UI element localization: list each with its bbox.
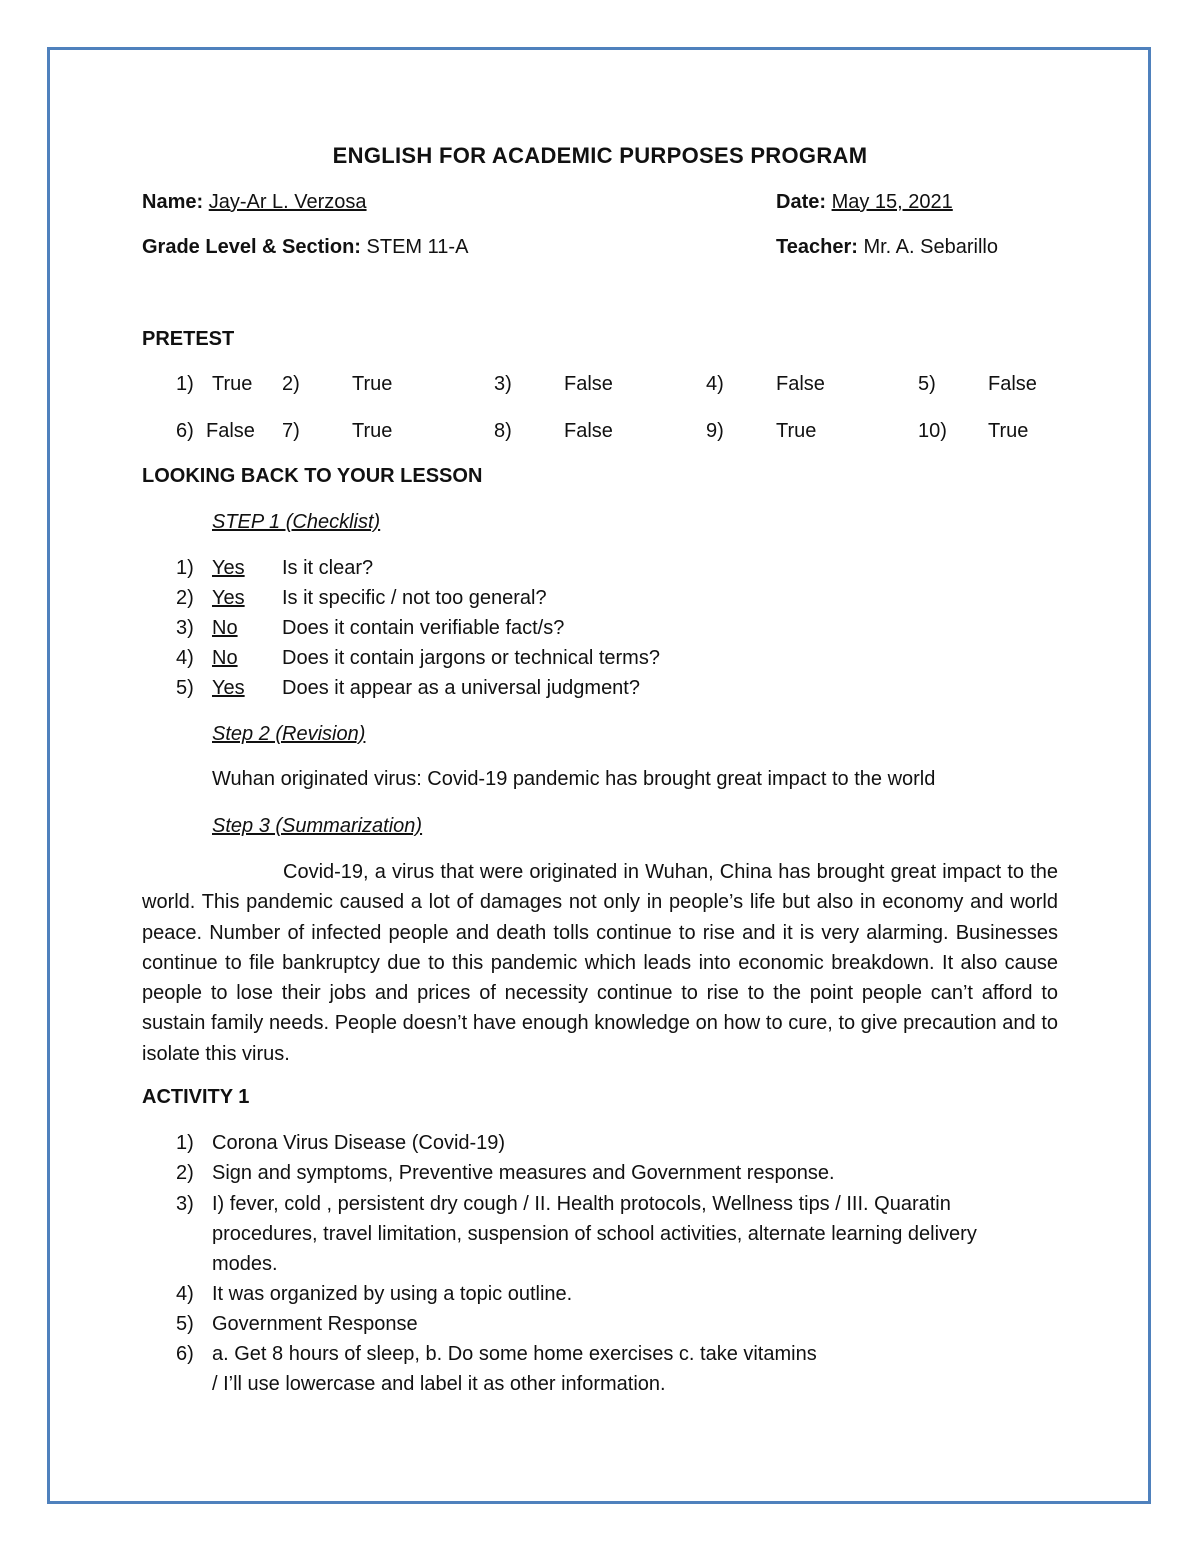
pretest-num: 7) xyxy=(282,420,300,442)
activity-heading: ACTIVITY 1 xyxy=(142,1086,250,1108)
checklist-item xyxy=(0,646,1200,676)
checklist-item xyxy=(0,586,1200,616)
activity-text: I) fever, cold , persistent dry cough / II. Health protocols, Wellness tips / III. Quaratin xyxy=(212,1193,951,1215)
pretest-num: 10) xyxy=(918,420,947,442)
pretest-num: 5) xyxy=(918,373,936,395)
pretest-answer: True xyxy=(352,373,393,395)
activity-item xyxy=(0,1131,1200,1161)
activity-text: Sign and symptoms, Preventive measures and Government response. xyxy=(212,1162,835,1184)
date-line xyxy=(776,190,953,214)
activity-num: 4) xyxy=(176,1283,194,1305)
activity-num: 6) xyxy=(176,1343,194,1365)
pretest-num: 8) xyxy=(494,420,512,442)
lesson-heading: LOOKING BACK TO YOUR LESSON xyxy=(142,465,483,487)
activity-item xyxy=(0,1161,1200,1191)
activity-item xyxy=(0,1192,1200,1222)
activity-num: 3) xyxy=(176,1193,194,1215)
teacher-label: Teacher: xyxy=(776,236,858,258)
pretest-answer: True xyxy=(988,420,1029,442)
checklist-question: Does it appear as a universal judgment? xyxy=(282,677,640,699)
step2-title: Step 2 (Revision) xyxy=(212,723,366,745)
pretest-answer: True xyxy=(212,373,253,395)
grade-line xyxy=(142,235,468,259)
checklist-answer: No xyxy=(212,617,238,639)
pretest-row-2 xyxy=(0,419,1200,449)
name-label: Name: xyxy=(142,191,204,213)
checklist-answer: Yes xyxy=(212,587,245,609)
pretest-num: 2) xyxy=(282,373,300,395)
checklist-item xyxy=(0,676,1200,706)
activity-item-continued xyxy=(0,1372,1200,1402)
name-value: Jay-Ar L. Verzosa xyxy=(208,191,367,213)
pretest-num: 4) xyxy=(706,373,724,395)
pretest-answer: True xyxy=(776,420,817,442)
checklist-answer: Yes xyxy=(212,677,245,699)
pretest-answer: False xyxy=(776,373,825,395)
checklist-answer: No xyxy=(212,647,238,669)
grade-label: Grade Level & Section: xyxy=(142,236,361,258)
checklist-num: 5) xyxy=(176,677,194,699)
activity-text: a. Get 8 hours of sleep, b. Do some home exercises c. take vitamins xyxy=(212,1343,817,1365)
document-title: ENGLISH FOR ACADEMIC PURPOSES PROGRAM xyxy=(332,143,868,168)
teacher-value: Mr. A. Sebarillo xyxy=(863,236,998,258)
checklist-answer: Yes xyxy=(212,557,245,579)
step3-title: Step 3 (Summarization) xyxy=(212,815,423,837)
checklist-num: 2) xyxy=(176,587,194,609)
date-label: Date: xyxy=(776,191,827,213)
step2-text: Wuhan originated virus: Covid-19 pandemic has brought great impact to the world xyxy=(212,768,936,790)
activity-num: 2) xyxy=(176,1162,194,1184)
grade-value: STEM 11-A xyxy=(366,236,469,258)
activity-item xyxy=(0,1312,1200,1342)
checklist-question: Is it specific / not too general? xyxy=(282,587,547,609)
activity-num: 5) xyxy=(176,1313,194,1335)
pretest-num: 3) xyxy=(494,373,512,395)
step3-paragraph: Covid-19, a virus that were originated in Wuhan, China has brought great impact to the world. This pandemic caused a lot of damages not only in people’s life but also in economy and world peace. Number of infected people and death tolls continue to rise and it is very alarming. Businesses continue to file bankruptcy due to this pandemic which leads into economic breakdown. It also cause people to lose their jobs and prices of necessity continue to rise to the point people can’t afford to sustain family needs. People doesn’t have enough knowledge on how to cure, to give precaution and to isolate this virus. xyxy=(142,861,1058,1065)
pretest-answer: True xyxy=(352,420,393,442)
activity-num: 1) xyxy=(176,1132,194,1154)
activity-text: Corona Virus Disease (Covid-19) xyxy=(212,1132,506,1154)
pretest-heading: PRETEST xyxy=(142,328,235,350)
checklist-num: 3) xyxy=(176,617,194,639)
pretest-num: 6) xyxy=(176,420,194,442)
pretest-num: 1) xyxy=(176,373,194,395)
activity-text: Government Response xyxy=(212,1313,418,1335)
pretest-answer: False xyxy=(988,373,1037,395)
activity-item xyxy=(0,1342,1200,1372)
checklist-question: Does it contain jargons or technical terms? xyxy=(282,647,660,669)
checklist-num: 4) xyxy=(176,647,194,669)
activity-text: procedures, travel limitation, suspension of school activities, alternate learning delivery xyxy=(212,1223,977,1245)
activity-text: / I’ll use lowercase and label it as other information. xyxy=(212,1373,666,1395)
activity-item-continued xyxy=(0,1222,1200,1252)
date-value: May 15, 2021 xyxy=(831,191,953,213)
pretest-answer: False xyxy=(206,420,255,442)
checklist-item xyxy=(0,616,1200,646)
pretest-answer: False xyxy=(564,373,613,395)
checklist-question: Is it clear? xyxy=(282,557,374,579)
checklist-question: Does it contain verifiable fact/s? xyxy=(282,617,565,639)
step1-title: STEP 1 (Checklist) xyxy=(212,511,381,533)
checklist-num: 1) xyxy=(176,557,194,579)
checklist-item xyxy=(0,556,1200,586)
pretest-answer: False xyxy=(564,420,613,442)
activity-item xyxy=(0,1282,1200,1312)
activity-text: modes. xyxy=(212,1253,278,1275)
pretest-row-1 xyxy=(0,372,1200,402)
name-line xyxy=(142,190,367,214)
pretest-num: 9) xyxy=(706,420,724,442)
activity-item-continued xyxy=(0,1252,1200,1282)
activity-text: It was organized by using a topic outline. xyxy=(212,1283,573,1305)
teacher-line xyxy=(776,235,998,259)
